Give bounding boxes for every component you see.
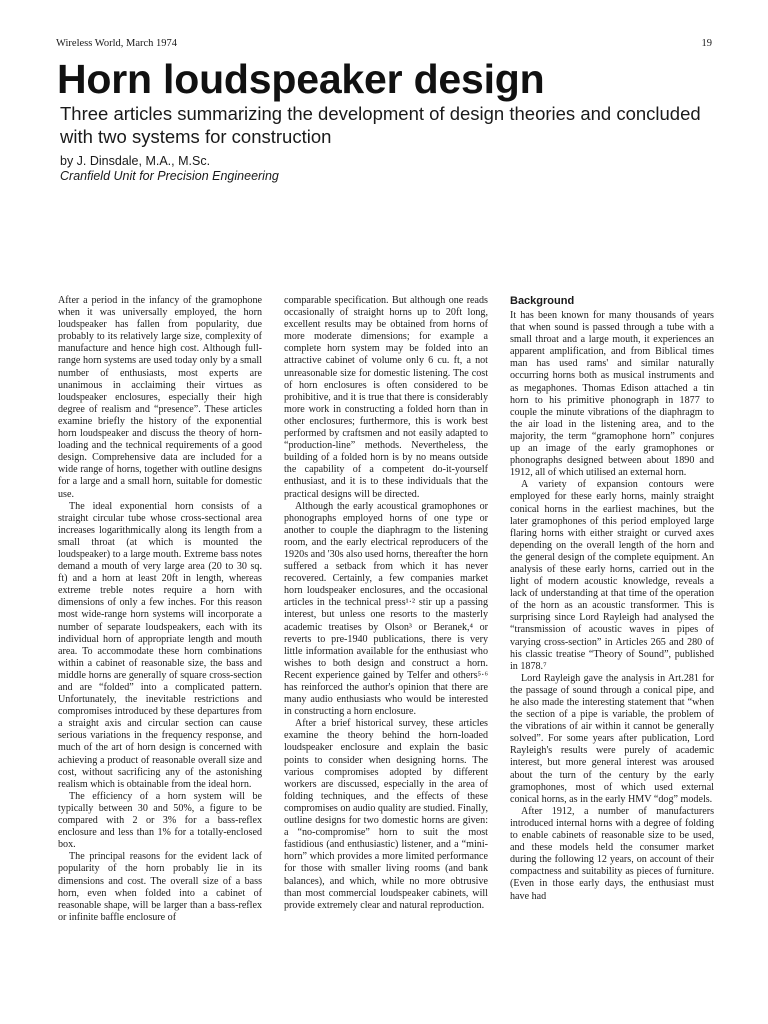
paragraph: After a brief historical survey, these articles examine the theory behind the horn-loaded loudspeaker enclosure and explain the basic points to consider when designing horns. The various compromises adopted by different workers are discussed, especially in the area of folding techniques, and the effects of these compromises on audio quality are studied. Finally, outline designs for two domestic horns are given: a “no-compromise” horn to suit the most fastidious (and enthusiastic) listener, and a “mini-horn” which provides a more limited performance for those with smaller living rooms (and bank balances), and which, while no more obtrusive than most commercial loudspeaker cabinets, will provide extremely clear and natural reproduction. bbox=[284, 718, 488, 911]
journal-issue: Wireless World, March 1974 bbox=[56, 38, 178, 49]
page-number: 19 bbox=[701, 38, 712, 49]
text-column-2 bbox=[284, 295, 488, 912]
text-column-1 bbox=[58, 295, 262, 924]
paragraph: It has been known for many thousands of years that when sound is passed through a tube with a small throat and a large mouth, it experiences an apparent amplification, and from Biblical times man has used rams' and similar naturally occurring horns both as musical instruments and as megaphones. Thomas Edison attached a tin horn to his primitive phonograph in 1877 to couple the minute vibrations of the diaphragm to the air load in the listening area, and to the majority, the term “gramophone horn” conjures up an image of the early gramophones or phonographs designed between about 1890 and 1912, all of which utilised an external horn. bbox=[510, 310, 714, 479]
author-byline: by J. Dinsdale, M.A., M.Sc. bbox=[60, 154, 211, 168]
paragraph: A variety of expansion contours were employed for these early horns, mainly straight conical horns in the earliest machines, but the later gramophones of this period employed large flaring horns with either straight or curved axes depending on the overall length of the horn and the general design of the complete equipment. An analysis of these early horns, carried out in the light of modern acoustic knowledge, reveals a lack of understanding at that time of the operation of the horn as an acoustic transformer. This is surprising since Lord Rayleigh had analysed the “transmission of acoustic waves in pipes of varying cross-section” in Articles 265 and 280 of his classic treatise “Theory of Sound”, published in 1878.⁷ bbox=[510, 479, 714, 672]
paragraph: The efficiency of a horn system will be typically between 30 and 50%, a figure to be compared with 2 or 3% for a bass-reflex enclosure and less than 1% for a totally-enclosed box. bbox=[58, 790, 262, 851]
author-affiliation: Cranfield Unit for Precision Engineering bbox=[60, 169, 279, 183]
paragraph: After a period in the infancy of the gramophone when it was universally employed, the horn loudspeaker has fallen from popularity, due probably to its relatively large size, complexity of manufacture and hence high cost. Although full-range horn systems are used today only by a small number of enthusiasts, most experts are unanimous in acclaiming their virtues as loudspeaker enclosures, especially their high degree of realism and “presence”. These articles examine briefly the history of the exponential horn loudspeaker and discuss the theory of horn-loading and the technical requirements of a good design. Comprehensive data are included for a wide range of horns, together with outline designs for a large and a small horn, suitable for domestic use. bbox=[58, 295, 262, 500]
paragraph: comparable specification. But although one reads occasionally of straight horns up to 20ft long, excellent results may be obtained from horns of more moderate dimensions; for example a complete horn system may be folded into an attractive cabinet of volume only 6 cu. ft, a not unreasonable size for domestic listening. The cost of horn enclosures is often considered to be prohibitive, and it is true that there is considerably more work in constructing a folded horn than in other enclosures; furthermore, this is work best performed by craftsmen and not easily adapted to “production-line” methods. Nevertheless, the building of a folded horn is by no means outside the capability of a competent do-it-yourself enthusiast, and it is to these individuals that the practical designs will be directed. bbox=[284, 295, 488, 500]
section-heading-background: Background bbox=[510, 295, 575, 307]
paragraph: After 1912, a number of manufacturers introduced internal horns with a degree of folding to enable cabinets of reasonable size to be used, and these models held the consumer market during the following 12 years, on account of their compactness and suitability as pieces of furniture. (Even in those early days, the enthusiast must have had bbox=[510, 805, 714, 902]
paragraph: Lord Rayleigh gave the analysis in Art.281 for the passage of sound through a conical pipe, and he also made the interesting statement that “when the section of a pipe is variable, the problem of the vibrations of air within it cannot be generally solved”. For some years after publication, Lord Rayleigh's results were purely of academic interest, but more general interest was aroused about the turn of the century by the early gramophones, most of which used external conical horns, as in the early HMV “dog” models. bbox=[510, 672, 714, 805]
paragraph: The principal reasons for the evident lack of popularity of the horn probably lie in its dimensions and cost. The overall size of a bass horn, even when folded into a cabinet of reasonable shape, will be larger than a bass-reflex or infinite baffle enclosure of bbox=[58, 851, 262, 923]
article-subtitle: Three articles summarizing the development of design theories and concluded with two systems for construction bbox=[60, 103, 701, 147]
paragraph: The ideal exponential horn consists of a straight circular tube whose cross-sectional area increases logarithmically along its length from a small throat (at which is mounted the loudspeaker) to a large mouth. Extreme bass notes demand a mouth of very large area (20 to 30 sq. ft) and a horn at least 20ft in length, whereas extreme treble notes require a horn with dimensions of only a few inches. For this reason most wide-range horn systems will incorporate a number of separate loudspeakers, each with its individual horn of appropriate length and mouth area. To accommodate these horn combinations within a cabinet of reasonable size, the bass and middle horns are generally of square cross-section and are “folded” into a complicated pattern. Unfortunately, the inevitable restrictions and compromises introduced by these departures from a straight axis and circular section can cause serious variations in the frequency response, and much of the art of horn design is concerned with achieving a product of reasonable overall size and cost, without sacrificing any of the astonishing realism which is obtainable from the ideal horn. bbox=[58, 500, 262, 790]
article-title: Horn loudspeaker design bbox=[57, 56, 545, 102]
paragraph: Although the early acoustical gramophones or phonographs employed horns of one type or another to couple the diaphragm to the listening room, and the early electrical reproducers of the 1920s and '30s also used horns, thereafter the horn suffered a setback from which it has never recovered. Certainly, a few companies market horn loudspeaker enclosures, and the occasional articles in the technical press¹·² stir up a passing interest, but unless one resorts to the masterly academic treatises by Olson³ or Beranek,⁴ or reverts to pre-1940 publications, there is very little information available for the enthusiast who wishes to both design and construct a horn. Recent experience gained by Telfer and others⁵·⁶ has reinforced the author's opinion that there are many audio enthusiasts who would be interested in constructing a horn enclosure. bbox=[284, 500, 488, 718]
running-header bbox=[56, 38, 712, 52]
text-column-3 bbox=[510, 295, 714, 903]
